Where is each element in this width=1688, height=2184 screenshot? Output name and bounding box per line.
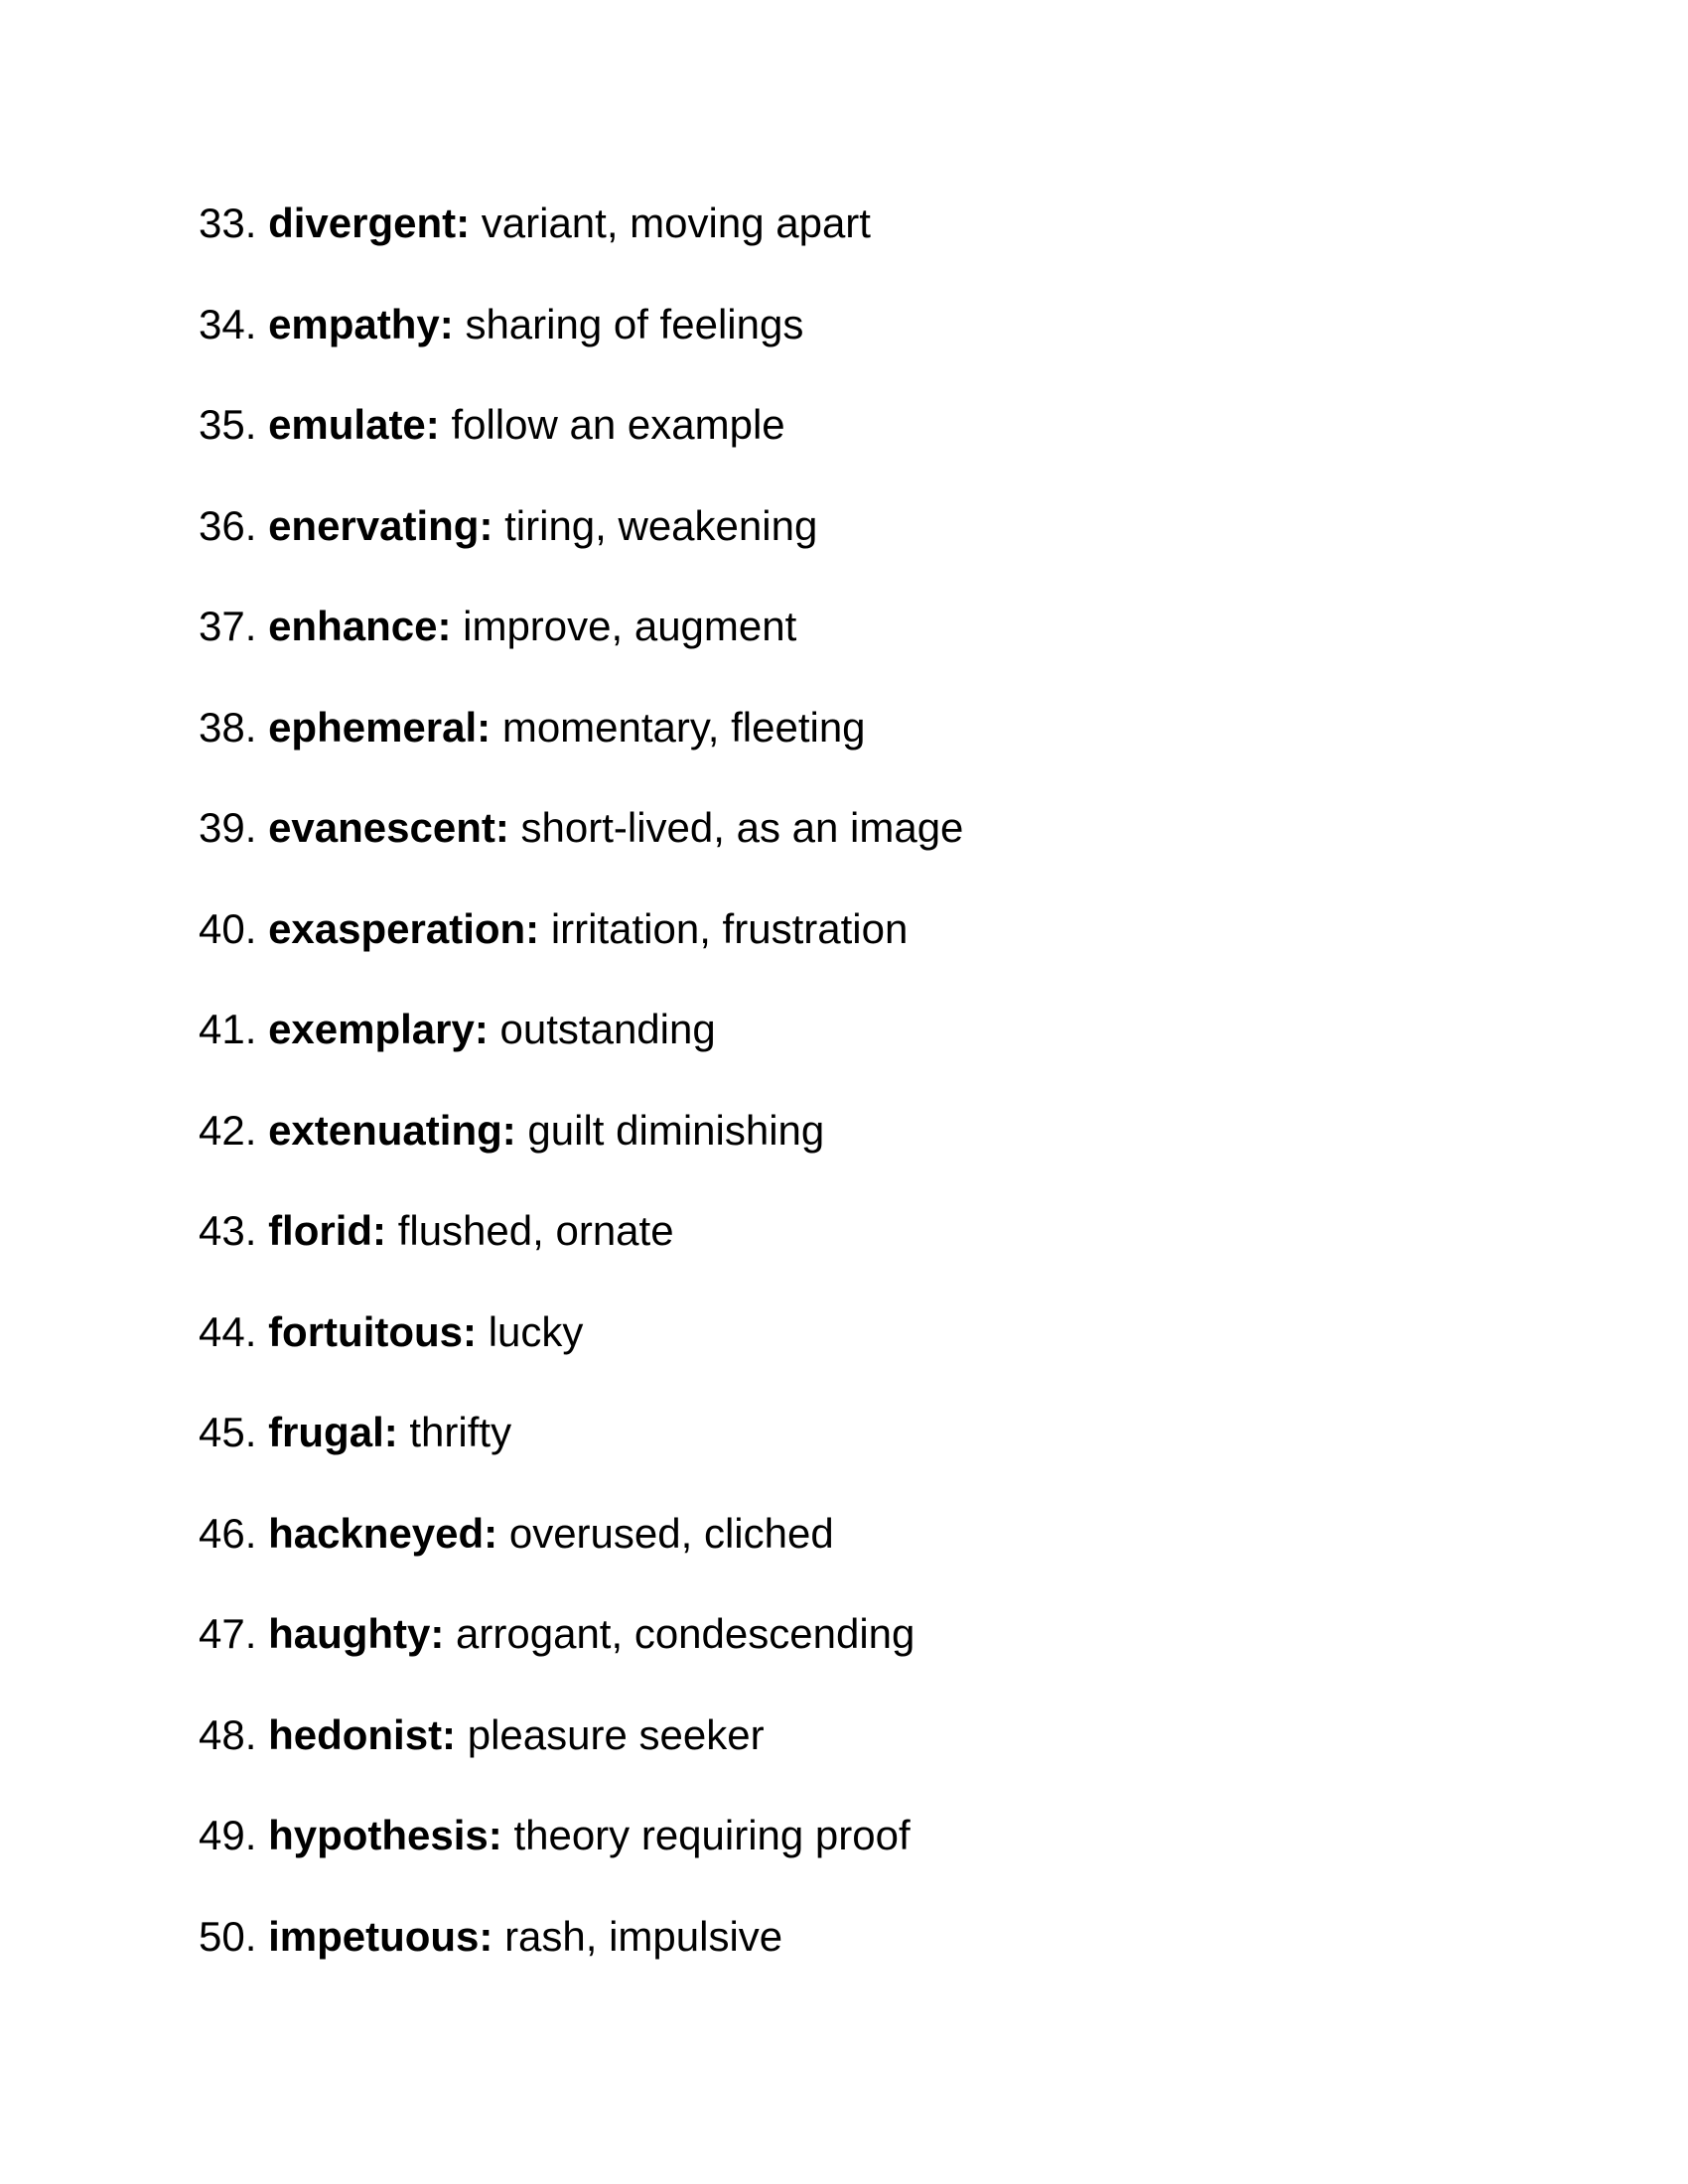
- list-item: [199, 1505, 963, 1606]
- list-item: [199, 296, 963, 397]
- item-term: hedonist:: [268, 1710, 457, 1758]
- item-number: 46.: [199, 1509, 257, 1557]
- item-number: 42.: [199, 1106, 257, 1154]
- item-definition: arrogant, condescending: [456, 1610, 915, 1657]
- item-definition: improve, augment: [463, 603, 797, 649]
- item-number: 35.: [199, 401, 257, 448]
- list-item: [199, 799, 963, 900]
- list-item: [199, 699, 963, 800]
- list-item: [199, 1807, 963, 1908]
- item-definition: sharing of feelings: [465, 300, 804, 347]
- list-item: [199, 1908, 963, 2009]
- item-number: 44.: [199, 1307, 257, 1355]
- list-item: [199, 900, 963, 1002]
- list-item: [199, 598, 963, 699]
- item-term: hackneyed:: [268, 1509, 498, 1557]
- item-term: emulate:: [268, 401, 440, 448]
- item-term: enhance:: [268, 603, 452, 649]
- item-definition: flushed, ornate: [397, 1207, 674, 1254]
- item-term: fortuitous:: [268, 1307, 478, 1355]
- list-item: [199, 1202, 963, 1303]
- item-number: 33.: [199, 200, 257, 246]
- item-term: empathy:: [268, 300, 454, 347]
- item-definition: thrifty: [409, 1409, 512, 1455]
- item-term: impetuous:: [268, 1912, 493, 1960]
- list-item: [199, 1706, 963, 1808]
- list-item: [199, 1404, 963, 1505]
- item-definition: short-lived, as an image: [520, 804, 964, 851]
- item-term: exemplary:: [268, 1006, 489, 1052]
- list-item: [199, 1605, 963, 1706]
- item-number: 41.: [199, 1006, 257, 1052]
- item-number: 47.: [199, 1610, 257, 1657]
- list-item: [199, 497, 963, 599]
- list-item: [199, 195, 963, 296]
- item-term: hypothesis:: [268, 1812, 502, 1858]
- item-number: 39.: [199, 804, 257, 851]
- item-definition: theory requiring proof: [513, 1812, 911, 1858]
- item-definition: outstanding: [499, 1006, 716, 1052]
- item-term: ephemeral:: [268, 703, 492, 751]
- item-number: 34.: [199, 300, 257, 347]
- item-term: divergent:: [268, 200, 471, 246]
- item-definition: variant, moving apart: [481, 200, 871, 246]
- item-term: evanescent:: [268, 804, 509, 851]
- item-definition: momentary, fleeting: [501, 703, 866, 751]
- item-definition: overused, cliched: [508, 1509, 834, 1557]
- item-number: 49.: [199, 1812, 257, 1858]
- item-number: 45.: [199, 1409, 257, 1455]
- item-number: 40.: [199, 904, 257, 952]
- item-number: 38.: [199, 703, 257, 751]
- item-term: enervating:: [268, 501, 493, 549]
- item-definition: lucky: [488, 1307, 584, 1355]
- item-term: exasperation:: [268, 904, 540, 952]
- item-term: florid:: [268, 1207, 387, 1254]
- list-item: [199, 1303, 963, 1405]
- list-item: [199, 1102, 963, 1203]
- item-definition: guilt diminishing: [527, 1106, 825, 1154]
- item-term: haughty:: [268, 1610, 445, 1657]
- item-number: 50.: [199, 1912, 257, 1960]
- item-definition: rash, impulsive: [504, 1912, 783, 1960]
- item-number: 36.: [199, 501, 257, 549]
- vocabulary-list: [199, 195, 963, 2008]
- list-item: [199, 1001, 963, 1102]
- item-term: extenuating:: [268, 1106, 516, 1154]
- list-item: [199, 396, 963, 497]
- item-number: 43.: [199, 1207, 257, 1254]
- item-definition: pleasure seeker: [467, 1710, 765, 1758]
- item-definition: irritation, frustration: [550, 904, 909, 952]
- item-term: frugal:: [268, 1409, 398, 1455]
- item-number: 48.: [199, 1710, 257, 1758]
- item-definition: follow an example: [451, 401, 785, 448]
- item-number: 37.: [199, 603, 257, 649]
- item-definition: tiring, weakening: [504, 501, 818, 549]
